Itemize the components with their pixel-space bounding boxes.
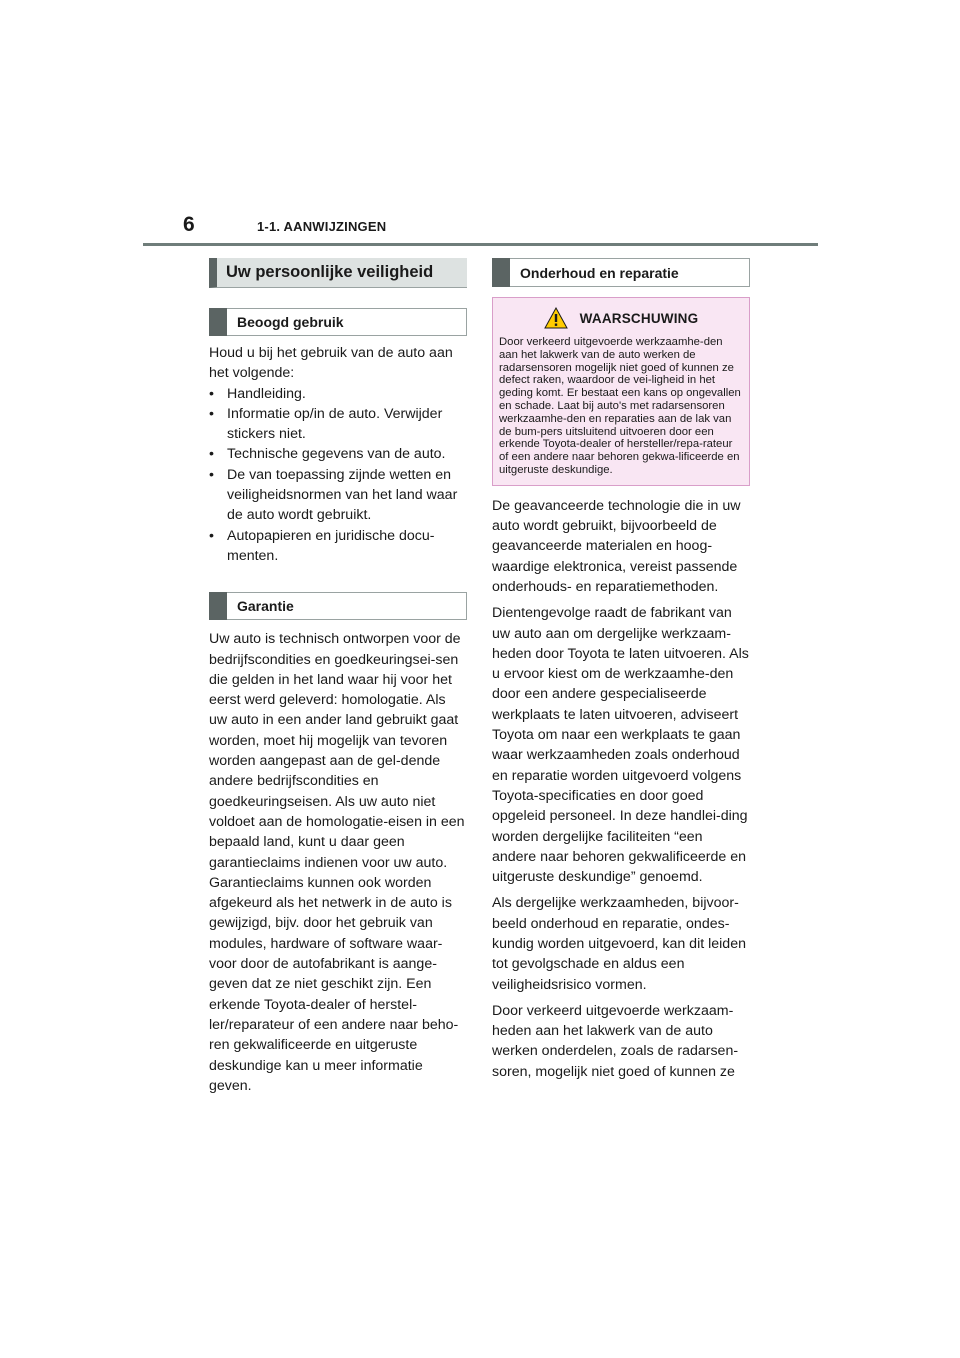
warranty-heading bbox=[209, 592, 467, 620]
maintenance-paragraph: Als dergelijke werkzaamheden, bijvoor-beeld onderhoud en reparatie, ondes-kundig worden uitgevoerd, kan dit leiden tot gevolgschade en aldus een veiligheidsrisico vormen. bbox=[492, 895, 746, 993]
intended-use-title: Beoogd gebruik bbox=[237, 314, 344, 330]
warning-title: WAARSCHUWING bbox=[579, 310, 699, 326]
heading-marker bbox=[209, 308, 227, 336]
warning-box bbox=[492, 297, 750, 486]
warning-triangle-icon bbox=[544, 307, 568, 329]
left-column bbox=[209, 258, 467, 1096]
warranty-text: Uw auto is technisch ontworpen voor de bedrijfscondities en goedkeuringsei-sen die gelden in het land waar hij voor het eerst werd geleverd: homologatie. Als uw auto in een ander land gebruikt gaat worden, moet hij mogelijk van tevoren worden aangepast aan de gel-dende andere bedrijfscondities en goedkeuringseisen. Als uw auto niet voldoet aan de homologatie-eisen in een bepaald land, kunt u daar geen garantieclaims indienen voor uw auto. Garantieclaims kunnen ook worden afgekeurd als het netwerk in de auto is gewijzigd, bijv. door het gebruik van modules, hardware of software waar-voor door de autofabrikant is aange-geven dat ze niet geschikt zijn. Een erkende Toyota-dealer of herstel-ler/reparateur of een andere naar beho-ren gekwalificeerde en uitgeruste deskundige kan u meer informatie geven. bbox=[209, 631, 465, 1094]
list-item: • Handleiding. bbox=[209, 384, 467, 404]
list-item: • Informatie op/in de auto. Verwijder stickers niet. bbox=[209, 404, 467, 445]
maintenance-body bbox=[492, 496, 750, 1082]
heading-marker bbox=[492, 258, 510, 287]
warning-header bbox=[499, 306, 743, 330]
header-divider bbox=[143, 243, 818, 246]
maintenance-paragraph: Dientengevolge raadt de fabrikant van uw auto aan om dergelijke werkzaam-heden door Toyota te laten uitvoeren. Als u ervoor kiest om de werkzaamhe-den door een andere gespecialiseerde werkplaats te laten uitvoeren, adviseert Toyota om naar een werkplaats te gaan waar werkzaamheden zoals onderhoud en reparatie worden uitgevoerd volgens Toyota-specificaties en door goed opgeleid personeel. In deze handlei-ding worden dergelijke faciliteiten “een andere naar behoren gekwalificeerde en uitgeruste deskundige” genoemd. bbox=[492, 605, 749, 886]
maintenance-paragraph: De geavanceerde technologie die in uw auto wordt gebruikt, bijvoorbeeld de geavanceerde materialen en hoog-waardige elektronica, vereist passende onderhouds- en reparatiemethoden. bbox=[492, 497, 741, 595]
warranty-title: Garantie bbox=[237, 598, 294, 615]
personal-safety-heading: Uw persoonlijke veiligheid bbox=[209, 258, 467, 288]
intended-use-intro: Houd u bij het gebruik van de auto aan het volgende: bbox=[209, 345, 453, 382]
maintenance-title: Onderhoud en reparatie bbox=[520, 264, 679, 281]
heading-marker bbox=[209, 592, 227, 620]
page-number: 6 bbox=[183, 213, 195, 236]
maintenance-heading bbox=[492, 258, 750, 287]
intended-use-list bbox=[209, 384, 467, 567]
right-column bbox=[492, 258, 750, 1082]
section-title: 1-1. AANWIJZINGEN bbox=[257, 219, 387, 234]
list-item: • Autopapieren en juridische docu-menten. bbox=[209, 526, 467, 567]
list-item: • De van toepassing zijnde wetten en veiligheidsnormen van het land waar de auto wordt gebruikt. bbox=[209, 465, 467, 526]
warning-text: Door verkeerd uitgevoerde werkzaamhe-den aan het lakwerk van de auto werken de radarsensoren mogelijk niet goed of kunnen ze defect raken, waardoor de vei-ligheid in het geding komt. Er bestaat een kans op ongevallen en schade. Laat bij auto's met radarsensoren werkzaamhe-den en reparaties aan de lak van de bum-pers uitsluitend uitvoeren door een erkende Toyota-dealer of hersteller/repa-rateur of een andere naar behoren gekwa-lificeerde en uitgeruste deskundige. bbox=[499, 336, 741, 476]
intended-use-heading bbox=[209, 308, 467, 336]
list-item: • Technische gegevens van de auto. bbox=[209, 444, 467, 464]
maintenance-paragraph: Door verkeerd uitgevoerde werkzaam-heden aan het lakwerk van de auto werken onderdelen, zoals de radarsen-soren, mogelijk niet goed of kunnen ze bbox=[492, 1002, 739, 1080]
